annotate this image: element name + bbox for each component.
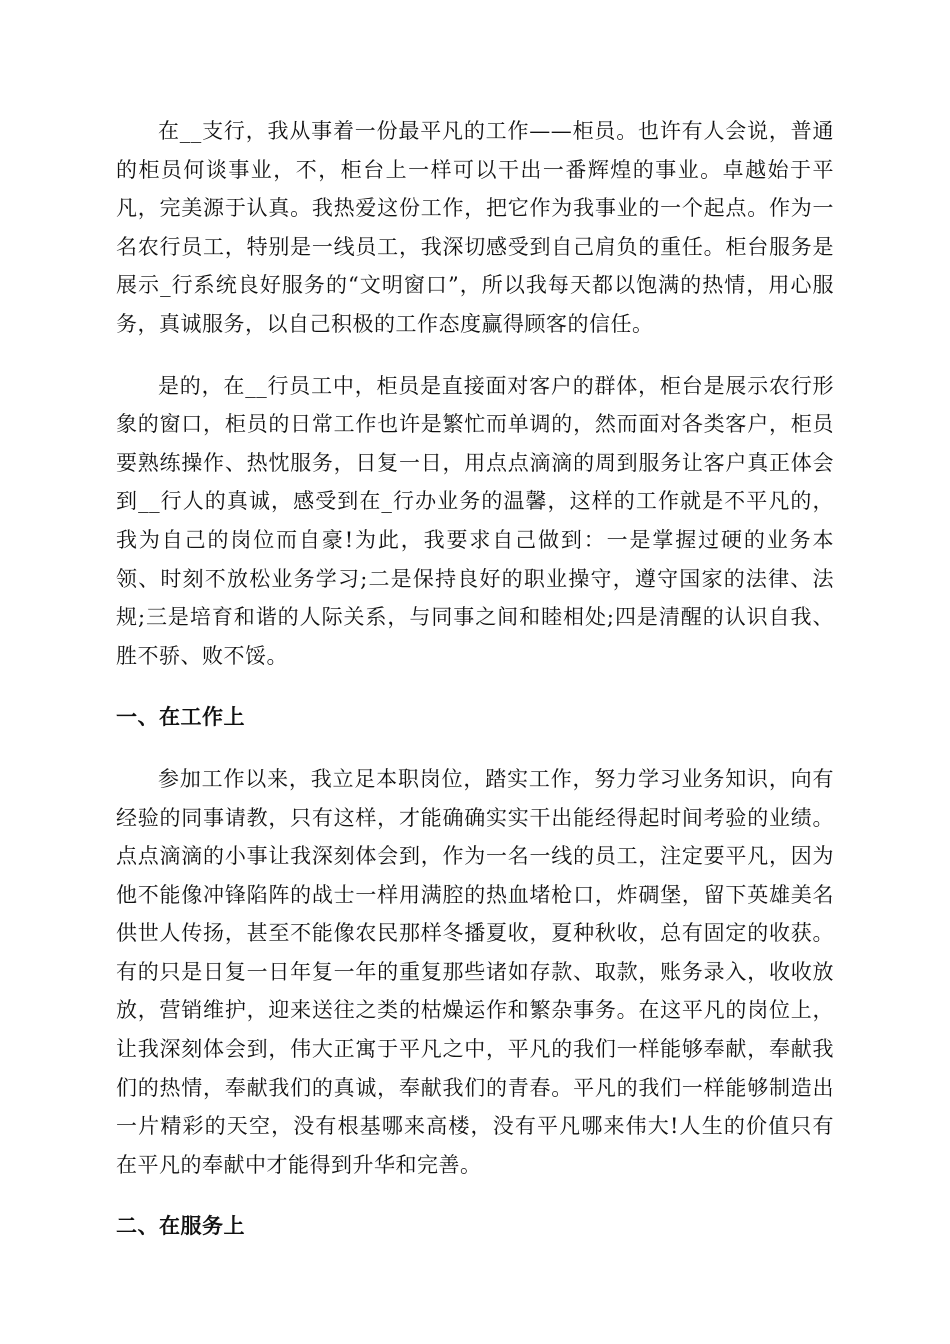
paragraph-intro: 在__支行，我从事着一份最平凡的工作——柜员。也许有人会说，普通的柜员何谈事业，不，柜台上一样可以干出一番辉煌的事业。卓越始于平凡，完美源于认真。我热爱这份工作，把它作为我事业的一个起点。作为一名农行员工，特别是一线员工，我深切感受到自己肩负的重任。柜台服务是展示_行系统良好服务的“文明窗口”，所以我每天都以饱满的热情，用心服务，真诚服务，以自己积极的工作态度赢得顾客的信任。 <box>116 119 834 336</box>
section-heading-work: 一、在工作上 <box>116 705 245 730</box>
section-heading-service: 二、在服务上 <box>116 1214 245 1239</box>
document-page <box>116 112 834 1269</box>
paragraph-teller-role: 是的，在__行员工中，柜员是直接面对客户的群体，柜台是展示农行形象的窗口，柜员的日常工作也许是繁忙而单调的，然而面对各类客户，柜员要熟练操作、热忱服务，日复一日，用点点滴滴的周到服务让客户真正体会到__行人的真诚，感受到在_行办业务的温馨，这样的工作就是不平凡的，我为自己的岗位而自豪!为此，我要求自己做到：一是掌握过硬的业务本领、时刻不放松业务学习;二是保持良好的职业操守，遵守国家的法律、法规;三是培育和谐的人际关系，与同事之间和睦相处;四是清醒的认识自我、胜不骄、败不馁。 <box>116 373 834 668</box>
paragraph-work: 参加工作以来，我立足本职岗位，踏实工作，努力学习业务知识，向有经验的同事请教，只有这样，才能确确实实干出能经得起时间考验的业绩。点点滴滴的小事让我深刻体会到，作为一名一线的员工，注定要平凡，因为他不能像冲锋陷阵的战士一样用满腔的热血堵枪口，炸碉堡，留下英雄美名供世人传扬，甚至不能像农民那样冬播夏收，夏种秋收，总有固定的收获。有的只是日复一日年复一年的重复那些诸如存款、取款，账务录入，收收放放，营销维护，迎来送往之类的枯燥运作和繁杂事务。在这平凡的岗位上，让我深刻体会到，伟大正寓于平凡之中，平凡的我们一样能够奉献，奉献我们的热情，奉献我们的真诚，奉献我们的青春。平凡的我们一样能够制造出一片精彩的天空，没有根基哪来高楼，没有平凡哪来伟大!人生的价值只有在平凡的奉献中才能得到升华和完善。 <box>116 766 834 1177</box>
